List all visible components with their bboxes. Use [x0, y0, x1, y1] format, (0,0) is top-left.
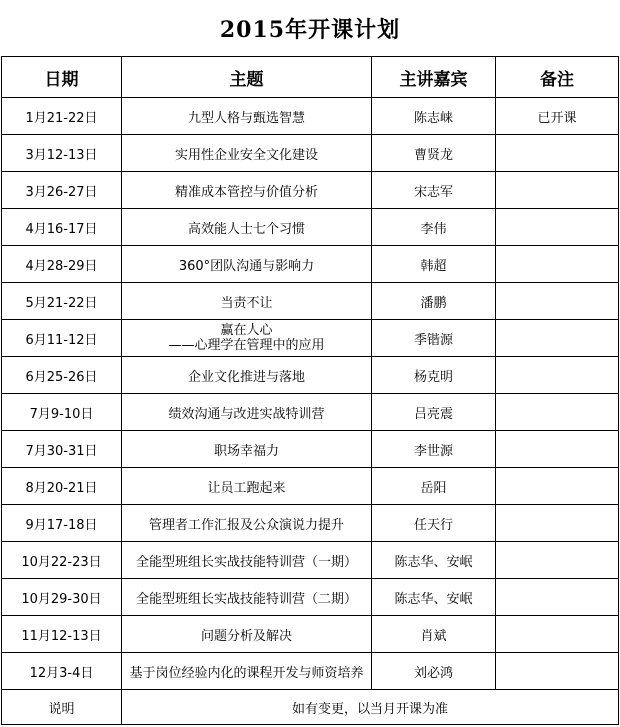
cell-remark	[496, 468, 619, 505]
cell-remark	[496, 616, 619, 653]
cell-speaker: 韩超	[372, 246, 496, 283]
page-title: 2015年开课计划	[219, 17, 401, 43]
topic-line: 企业文化推进与落地	[187, 369, 305, 385]
cell-speaker: 李伟	[372, 209, 496, 246]
cell-date: 4月16-17日	[2, 209, 122, 246]
cell-topic	[122, 653, 372, 690]
cell-topic	[122, 320, 372, 357]
cell-speaker: 肖斌	[372, 616, 496, 653]
table-row	[2, 653, 619, 690]
cell-remark	[496, 357, 619, 394]
cell-remark	[496, 246, 619, 283]
cell-speaker: 刘必鸿	[372, 653, 496, 690]
topic-line: ——心理学在管理中的应用	[168, 338, 325, 353]
cell-speaker: 宋志军	[372, 172, 496, 209]
topic-line: 管理者工作汇报及公众演说力提升	[148, 517, 344, 533]
cell-topic	[122, 616, 372, 653]
header-speaker: 主讲嘉宾	[372, 57, 496, 98]
table-row	[2, 468, 619, 505]
table-row	[2, 135, 619, 172]
table-row	[2, 542, 619, 579]
note-label: 说明	[2, 690, 122, 725]
cell-topic	[122, 283, 372, 320]
table-row	[2, 246, 619, 283]
cell-date: 10月22-23日	[2, 542, 122, 579]
cell-speaker: 曹贤龙	[372, 135, 496, 172]
table-row	[2, 394, 619, 431]
cell-topic	[122, 431, 372, 468]
cell-speaker: 吕亮震	[372, 394, 496, 431]
cell-topic	[122, 357, 372, 394]
topic-line: 职场幸福力	[213, 443, 279, 459]
cell-date: 6月25-26日	[2, 357, 122, 394]
cell-topic	[122, 98, 372, 135]
table-row	[2, 209, 619, 246]
table-row	[2, 616, 619, 653]
table-row	[2, 431, 619, 468]
table-row	[2, 579, 619, 616]
cell-date: 3月26-27日	[2, 172, 122, 209]
cell-remark	[496, 505, 619, 542]
cell-speaker: 任天行	[372, 505, 496, 542]
topic-line: 让员工跑起来	[207, 480, 286, 496]
topic-line: 实用性企业安全文化建设	[174, 147, 318, 163]
note-row	[2, 690, 619, 725]
cell-speaker: 岳阳	[372, 468, 496, 505]
table-row	[2, 98, 619, 135]
cell-topic	[122, 135, 372, 172]
cell-date: 4月28-29日	[2, 246, 122, 283]
note-text: 如有变更，以当月开课为准	[122, 690, 619, 725]
cell-date: 3月12-13日	[2, 135, 122, 172]
topic-line: 全能型班组长实战技能特训营（二期）	[135, 591, 357, 607]
table-row	[2, 357, 619, 394]
table-header-row	[2, 57, 619, 98]
cell-date: 5月21-22日	[2, 283, 122, 320]
cell-date: 7月9-10日	[2, 394, 122, 431]
table-row	[2, 172, 619, 209]
cell-date: 11月12-13日	[2, 616, 122, 653]
cell-remark	[496, 579, 619, 616]
cell-date: 7月30-31日	[2, 431, 122, 468]
topic-line: 360°团队沟通与影响力	[178, 258, 315, 274]
topic-line: 九型人格与甄选智慧	[187, 110, 305, 126]
cell-topic	[122, 579, 372, 616]
cell-speaker: 潘鹏	[372, 283, 496, 320]
table-row	[2, 320, 619, 357]
topic-line: 精准成本管控与价值分析	[174, 184, 318, 200]
cell-speaker: 陈志华、安岷	[372, 542, 496, 579]
header-remark: 备注	[496, 57, 619, 98]
cell-speaker: 陈志崃	[372, 98, 496, 135]
cell-topic	[122, 542, 372, 579]
table-row	[2, 283, 619, 320]
cell-remark	[496, 394, 619, 431]
cell-remark	[496, 283, 619, 320]
cell-remark	[496, 320, 619, 357]
topic-line: 基于岗位经验内化的课程开发与师资培养	[129, 665, 364, 681]
header-date: 日期	[2, 57, 122, 98]
cell-speaker: 杨克明	[372, 357, 496, 394]
cell-date: 9月17-18日	[2, 505, 122, 542]
cell-topic	[122, 394, 372, 431]
cell-remark	[496, 209, 619, 246]
cell-speaker: 李世源	[372, 431, 496, 468]
cell-date: 6月11-12日	[2, 320, 122, 357]
cell-date: 12月3-4日	[2, 653, 122, 690]
cell-speaker: 陈志华、安岷	[372, 579, 496, 616]
cell-remark	[496, 542, 619, 579]
cell-topic	[122, 172, 372, 209]
cell-remark	[496, 172, 619, 209]
cell-topic	[122, 246, 372, 283]
table-row	[2, 505, 619, 542]
topic-line: 全能型班组长实战技能特训营（一期）	[135, 554, 357, 570]
cell-remark	[496, 653, 619, 690]
cell-date: 8月20-21日	[2, 468, 122, 505]
topic-line: 问题分析及解决	[200, 628, 292, 644]
cell-date: 1月21-22日	[2, 98, 122, 135]
header-topic: 主题	[122, 57, 372, 98]
cell-date: 10月29-30日	[2, 579, 122, 616]
cell-remark	[496, 431, 619, 468]
cell-topic	[122, 468, 372, 505]
cell-remark: 已开课	[496, 98, 619, 135]
cell-speaker: 季锴源	[372, 320, 496, 357]
cell-remark	[496, 135, 619, 172]
cell-topic	[122, 505, 372, 542]
cell-topic	[122, 209, 372, 246]
topic-line: 当责不让	[220, 295, 273, 311]
course-plan-table	[1, 56, 619, 725]
topic-line: 绩效沟通与改进实战特训营	[168, 406, 325, 422]
topic-line: 赢在人心	[220, 323, 273, 338]
table-body	[2, 98, 619, 690]
topic-line: 高效能人士七个习惯	[187, 221, 305, 237]
